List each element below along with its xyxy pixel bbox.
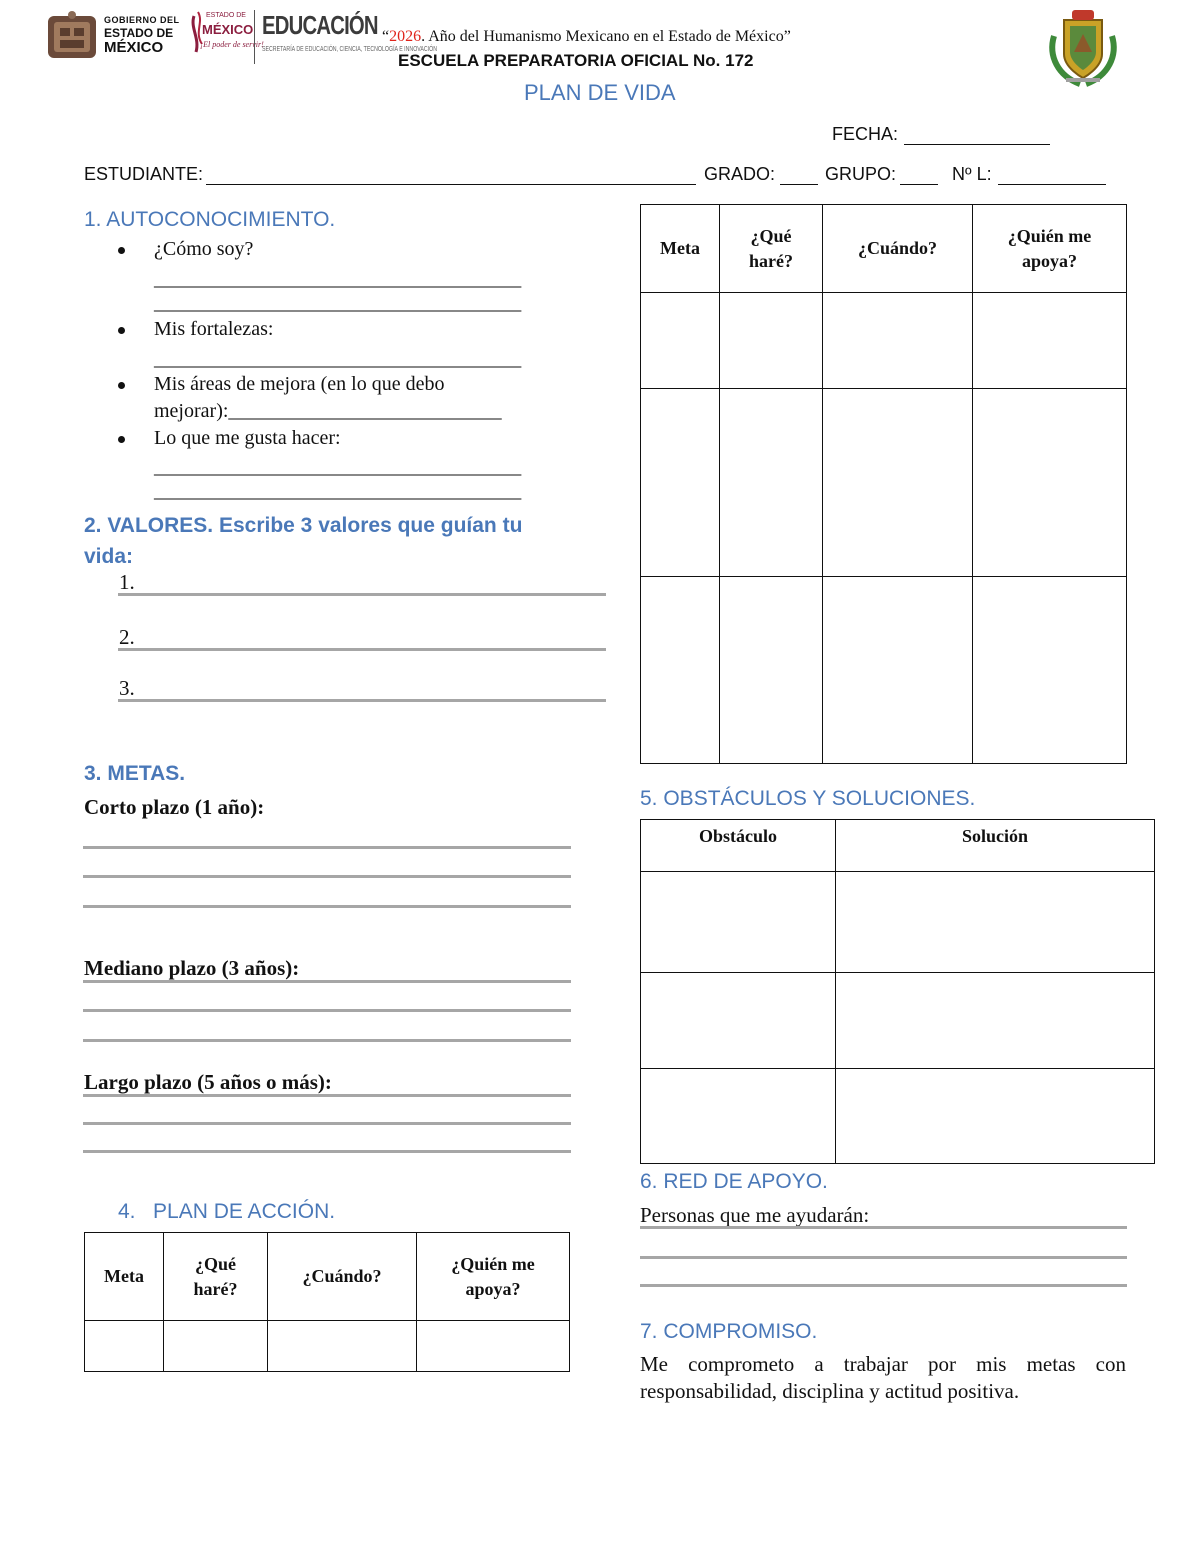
largo-plazo-label: Largo plazo (5 años o más): <box>84 1070 332 1094</box>
corto-plazo-label: Corto plazo (1 año): <box>84 795 265 819</box>
valor-line-2[interactable] <box>118 648 606 651</box>
red-apoyo-text: Personas que me ayudarán: <box>640 1203 870 1227</box>
table-header-solucion: Solución <box>836 820 1155 872</box>
mejora-continuation: mejorar):_____________________________ <box>154 400 502 422</box>
mediano-plazo-label: Mediano plazo (3 años): <box>84 956 300 980</box>
bullet-icon <box>118 247 125 254</box>
estudiante-label: ESTUDIANTE: <box>84 164 204 184</box>
table-row <box>641 973 1155 1069</box>
table-cell[interactable] <box>720 293 823 389</box>
gov-logo-text: GOBIERNO DEL ESTADO DE MÉXICO <box>104 15 180 56</box>
section-3-title: 3. METAS. <box>84 762 186 785</box>
nl-label: Nº L: <box>952 164 992 184</box>
bullet-icon <box>118 436 125 443</box>
corto-line-1[interactable] <box>83 846 571 849</box>
table-cell[interactable] <box>823 577 973 764</box>
page-title: PLAN DE VIDA <box>524 80 676 105</box>
mediano-line-1[interactable] <box>83 980 571 983</box>
table-header-cuando: ¿Cuándo? <box>268 1233 417 1321</box>
table-cell[interactable] <box>641 973 836 1069</box>
valor-line-3[interactable] <box>118 699 606 702</box>
bullet-icon <box>118 327 125 334</box>
table-header-meta: Meta <box>85 1233 164 1321</box>
estudiante-field[interactable] <box>206 184 696 185</box>
table-cell[interactable] <box>720 389 823 577</box>
fecha-label: FECHA: <box>832 124 899 144</box>
section-1-title: 1. AUTOCONOCIMIENTO. <box>84 208 336 231</box>
table-cell[interactable] <box>823 293 973 389</box>
state-seal-logo <box>46 10 98 62</box>
table-cell[interactable] <box>973 389 1127 577</box>
table-cell[interactable] <box>641 1069 836 1164</box>
table-cell[interactable] <box>164 1321 268 1372</box>
corto-line-3[interactable] <box>83 905 571 908</box>
right-plan-table <box>640 204 1127 764</box>
section-7-title: 7. COMPROMISO. <box>640 1320 818 1343</box>
grupo-field[interactable] <box>900 184 938 185</box>
bullet-icon <box>118 382 125 389</box>
edomex-logo: ESTADO DE MÉXICO ¡El poder de servir! <box>186 8 248 64</box>
section-4-title: 4. PLAN DE ACCIÓN. <box>118 1200 336 1223</box>
compromiso-line-2: responsabilidad, disciplina y actitud positiva. <box>640 1379 1020 1403</box>
table-cell[interactable] <box>417 1321 570 1372</box>
obstaculos-table <box>640 819 1155 1164</box>
school-name: ESCUELA PREPARATORIA OFICIAL No. 172 <box>398 51 754 70</box>
plan-accion-table <box>84 1232 570 1372</box>
table-cell[interactable] <box>836 973 1155 1069</box>
motto: “2026. Año del Humanismo Mexicano en el Estado de México” <box>382 28 791 45</box>
table-row <box>641 389 1127 577</box>
logo-divider <box>254 10 255 64</box>
valor-label-2: 2. <box>119 625 135 649</box>
school-crest <box>1044 6 1122 88</box>
grado-label: GRADO: <box>704 164 776 184</box>
valor-line-1[interactable] <box>118 593 606 596</box>
table-header-cuando: ¿Cuándo? <box>823 205 973 293</box>
fecha-field[interactable] <box>904 144 1050 145</box>
table-row <box>641 872 1155 973</box>
table-cell[interactable] <box>973 577 1127 764</box>
mediano-line-2[interactable] <box>83 1009 571 1012</box>
section-5-title: 5. OBSTÁCULOS Y SOLUCIONES. <box>640 787 976 810</box>
apoyo-line-2[interactable] <box>640 1256 1127 1259</box>
table-header-meta: Meta <box>641 205 720 293</box>
answer-line[interactable]: _______________________________________ <box>154 292 521 314</box>
table-cell[interactable] <box>641 577 720 764</box>
table-cell[interactable] <box>641 389 720 577</box>
section-2-title: 2. VALORES. Escribe 3 valores que guían tu vida: <box>84 514 523 568</box>
apoyo-line-3[interactable] <box>640 1284 1127 1287</box>
education-logo: EDUCACIÓN SECRETARÍA DE EDUCACIÓN, CIENCIA, TECNOLOGÍA E INNOVACIÓN <box>262 10 438 53</box>
compromiso-line-1: Me comprometo a trabajar por mis metas con <box>640 1352 1126 1376</box>
motto-year: 2026 <box>389 28 422 45</box>
table-row <box>641 293 1127 389</box>
largo-line-3[interactable] <box>83 1150 571 1153</box>
table-cell[interactable] <box>720 577 823 764</box>
table-cell[interactable] <box>823 389 973 577</box>
answer-line[interactable]: _______________________________________ <box>154 480 521 502</box>
table-cell[interactable] <box>268 1321 417 1372</box>
grupo-label: GRUPO: <box>825 164 897 184</box>
grado-field[interactable] <box>780 184 818 185</box>
table-cell[interactable] <box>973 293 1127 389</box>
table-header-quien-apoya: ¿Quién me apoya? <box>417 1233 570 1321</box>
mediano-line-3[interactable] <box>83 1039 571 1042</box>
corto-line-2[interactable] <box>83 875 571 878</box>
answer-line[interactable]: _____________________________ <box>228 400 502 422</box>
valor-label-3: 3. <box>119 676 135 700</box>
nl-field[interactable] <box>998 184 1106 185</box>
answer-line[interactable]: _______________________________________ <box>154 456 521 478</box>
table-cell[interactable] <box>641 872 836 973</box>
answer-line[interactable]: _______________________________________ <box>154 268 521 290</box>
largo-line-2[interactable] <box>83 1122 571 1125</box>
table-header-obstaculo: Obstáculo <box>641 820 836 872</box>
section-6-title: 6. RED DE APOYO. <box>640 1170 828 1193</box>
table-header-que-hare: ¿Qué haré? <box>164 1233 268 1321</box>
valor-label-1: 1. <box>119 570 135 594</box>
largo-line-1[interactable] <box>83 1094 571 1097</box>
table-header-quien-apoya: ¿Quién me apoya? <box>973 205 1127 293</box>
table-cell[interactable] <box>641 293 720 389</box>
table-cell[interactable] <box>85 1321 164 1372</box>
table-cell[interactable] <box>836 1069 1155 1164</box>
table-cell[interactable] <box>836 872 1155 973</box>
table-row <box>641 1069 1155 1164</box>
apoyo-line-1[interactable] <box>640 1226 1127 1229</box>
answer-line[interactable]: _______________________________________ <box>154 348 521 370</box>
table-header-que-hare: ¿Qué haré? <box>720 205 823 293</box>
table-row <box>641 577 1127 764</box>
